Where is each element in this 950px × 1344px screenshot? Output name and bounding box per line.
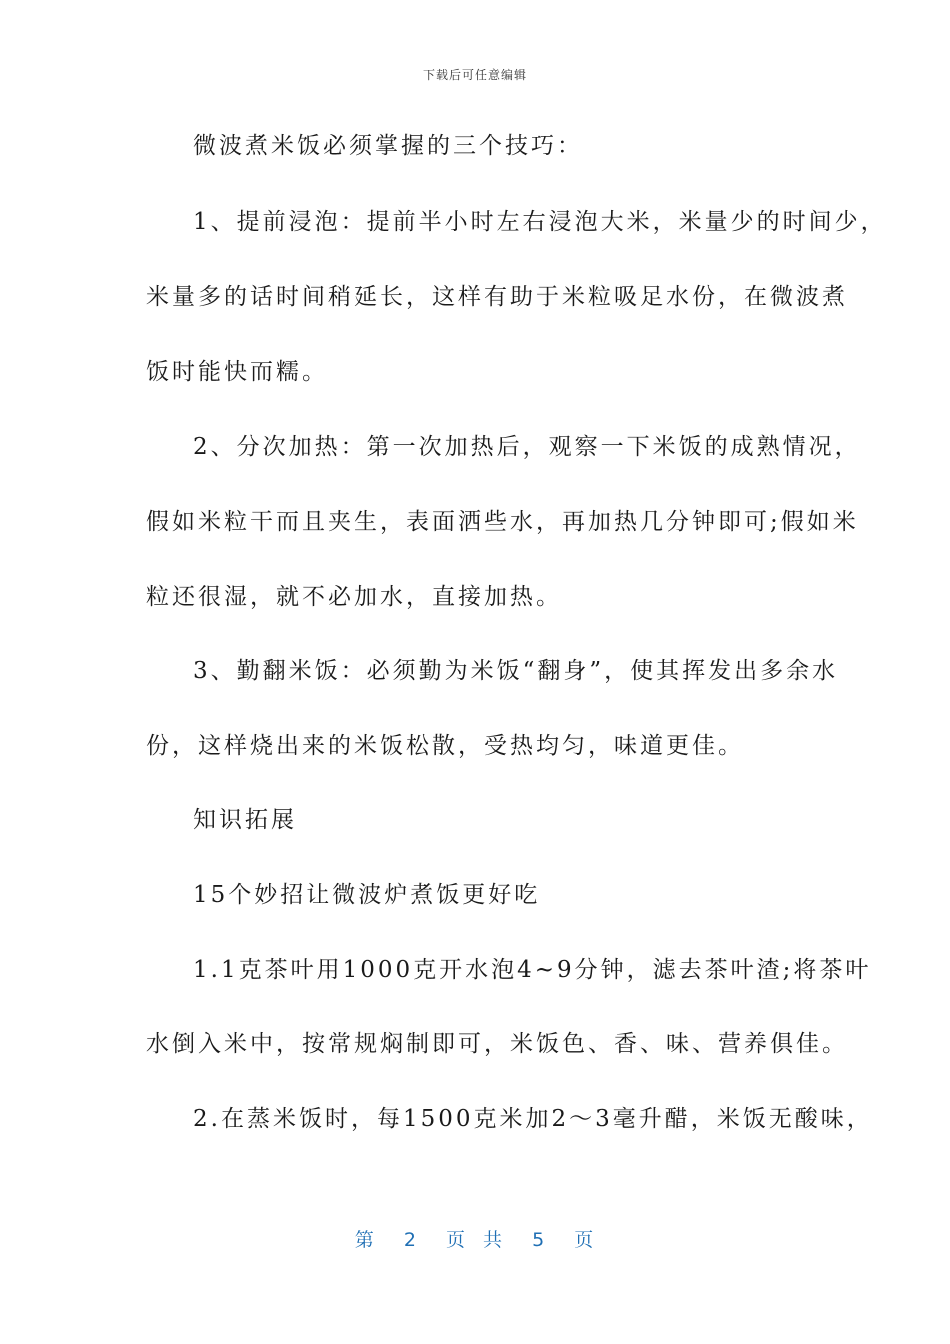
page-label: 第 [354,1229,376,1251]
paragraph-line: 份，这样烧出来的米饭松散，受热均匀，味道更佳。 [146,733,744,759]
paragraph-line: 2.在蒸米饭时，每1500克米加2～3毫升醋，米饭无酸味， [193,1106,873,1132]
page-footer [0,1225,950,1252]
section-heading: 知识拓展 [193,807,297,833]
paragraph-line: 水倒入米中，按常规焖制即可，米饭色、香、味、营养俱佳。 [146,1031,848,1057]
section-heading: 15个妙招让微波炉煮饭更好吃 [193,882,541,908]
paragraph-line: 2、分次加热：第一次加热后，观察一下米饭的成熟情况， [193,434,861,460]
paragraph-line: 饭时能快而糯。 [146,359,328,385]
paragraph-line: 粒还很湿，就不必加水，直接加热。 [146,584,562,610]
paragraph-line: 米量多的话时间稍延长，这样有助于米粒吸足水份，在微波煮 [146,284,848,310]
page-end: 页 [574,1229,596,1251]
page-current: 2 [403,1229,418,1251]
page-total: 5 [532,1229,547,1251]
paragraph-line: 假如米粒干而且夹生，表面洒些水，再加热几分钟即可;假如米 [146,509,859,535]
section-heading: 微波煮米饭必须掌握的三个技巧： [193,133,583,159]
paragraph-line: 1.1克茶叶用1000克开水泡4~9分钟，滤去茶叶渣;将茶叶 [193,957,872,983]
paragraph-line: 3、勤翻米饭：必须勤为米饭“翻身”，使其挥发出多余水 [193,658,839,684]
page-mid: 页 共 [445,1229,505,1251]
paragraph-line: 1、提前浸泡：提前半小时左右浸泡大米，米量少的时间少， [193,209,887,235]
header-note: 下载后可任意编辑 [422,68,527,82]
